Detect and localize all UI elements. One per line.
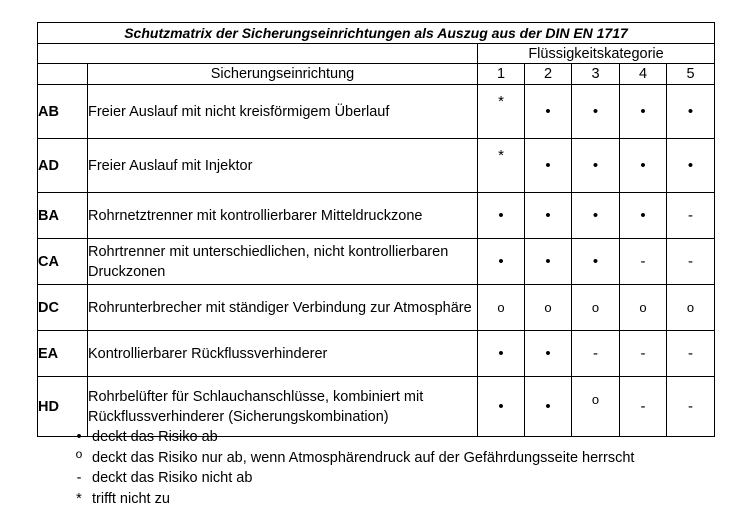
- matrix-mark: o: [478, 285, 525, 331]
- matrix-mark: •: [620, 85, 667, 139]
- protection-matrix-table: [37, 22, 715, 437]
- matrix-mark: •: [572, 85, 620, 139]
- empty-header-cell: [38, 44, 478, 64]
- legend-text: deckt das Risiko nur ab, wenn Atmosphärendruck auf der Gefährdungsseite herrscht: [92, 449, 635, 466]
- table-row: [38, 85, 715, 139]
- matrix-mark: -: [620, 331, 667, 377]
- matrix-mark: -: [620, 239, 667, 285]
- matrix-mark: •: [620, 193, 667, 239]
- matrix-mark: o: [525, 285, 572, 331]
- matrix-mark: *: [478, 85, 525, 139]
- device-description: Kontrollierbarer Rückflussverhinderer: [88, 331, 478, 377]
- device-code: CA: [38, 239, 88, 285]
- legend-item: [66, 468, 634, 489]
- matrix-mark: o: [667, 285, 715, 331]
- category-header-row: [38, 44, 715, 64]
- matrix-mark: •: [525, 377, 572, 437]
- table-row: [38, 239, 715, 285]
- matrix-mark: •: [525, 85, 572, 139]
- matrix-mark: •: [525, 193, 572, 239]
- matrix-mark: *: [478, 139, 525, 193]
- matrix-mark: •: [620, 139, 667, 193]
- matrix-mark: •: [572, 193, 620, 239]
- table-row: [38, 331, 715, 377]
- device-description: Rohrnetztrenner mit kontrollierbarer Mitteldruckzone: [88, 193, 478, 239]
- device-description: Rohrbelüfter für Schlauchanschlüsse, kombiniert mit Rückflussverhinderer (Sicherungskombination): [88, 377, 478, 437]
- category-number: 2: [525, 64, 572, 85]
- matrix-mark: •: [478, 193, 525, 239]
- device-code: HD: [38, 377, 88, 437]
- device-code: EA: [38, 331, 88, 377]
- legend-symbol: o: [75, 446, 83, 461]
- legend-symbol: •: [76, 429, 82, 446]
- matrix-mark: •: [667, 85, 715, 139]
- category-number: 3: [572, 64, 620, 85]
- table-title: Schutzmatrix der Sicherungseinrichtungen als Auszug aus der DIN EN 1717: [38, 23, 715, 44]
- device-code: BA: [38, 193, 88, 239]
- matrix-mark: -: [667, 239, 715, 285]
- matrix-mark: o: [620, 285, 667, 331]
- legend-text: deckt das Risiko nicht ab: [92, 470, 253, 487]
- legend-text: trifft nicht zu: [92, 490, 170, 507]
- matrix-mark: -: [620, 377, 667, 437]
- empty-code-header-cell: [38, 64, 88, 85]
- legend-item: [66, 427, 634, 448]
- matrix-mark: •: [667, 139, 715, 193]
- matrix-mark: •: [525, 239, 572, 285]
- legend-item: [66, 489, 634, 510]
- category-number: 1: [478, 64, 525, 85]
- table-row: [38, 139, 715, 193]
- device-description: Rohrunterbrecher mit ständiger Verbindung zur Atmosphäre: [88, 285, 478, 331]
- device-code: AB: [38, 85, 88, 139]
- matrix-mark: •: [572, 239, 620, 285]
- matrix-mark: -: [667, 331, 715, 377]
- matrix-mark: •: [525, 139, 572, 193]
- matrix-mark: •: [478, 377, 525, 437]
- legend-symbol: *: [76, 490, 82, 507]
- matrix-mark: -: [572, 331, 620, 377]
- title-row: [38, 23, 715, 44]
- device-header: Sicherungseinrichtung: [88, 64, 478, 85]
- legend: [66, 427, 634, 509]
- matrix-mark: •: [478, 331, 525, 377]
- device-description: Freier Auslauf mit nicht kreisförmigem Überlauf: [88, 85, 478, 139]
- matrix-mark: -: [667, 377, 715, 437]
- matrix-mark: -: [667, 193, 715, 239]
- table-row: [38, 285, 715, 331]
- legend-symbol: -: [76, 470, 82, 487]
- device-description: Rohrtrenner mit unterschiedlichen, nicht kontrollierbaren Druckzonen: [88, 239, 478, 285]
- device-code: AD: [38, 139, 88, 193]
- matrix-mark: o: [572, 377, 620, 437]
- category-number: 5: [667, 64, 715, 85]
- category-header: Flüssigkeitskategorie: [478, 44, 715, 64]
- matrix-mark: o: [572, 285, 620, 331]
- matrix-body: [38, 23, 715, 437]
- column-header-row: [38, 64, 715, 85]
- matrix-mark: •: [572, 139, 620, 193]
- table-row: [38, 193, 715, 239]
- device-description: Freier Auslauf mit Injektor: [88, 139, 478, 193]
- device-code: DC: [38, 285, 88, 331]
- matrix-mark: •: [478, 239, 525, 285]
- category-number: 4: [620, 64, 667, 85]
- matrix-mark: •: [525, 331, 572, 377]
- legend-text: deckt das Risiko ab: [92, 429, 218, 446]
- legend-item: [66, 448, 634, 469]
